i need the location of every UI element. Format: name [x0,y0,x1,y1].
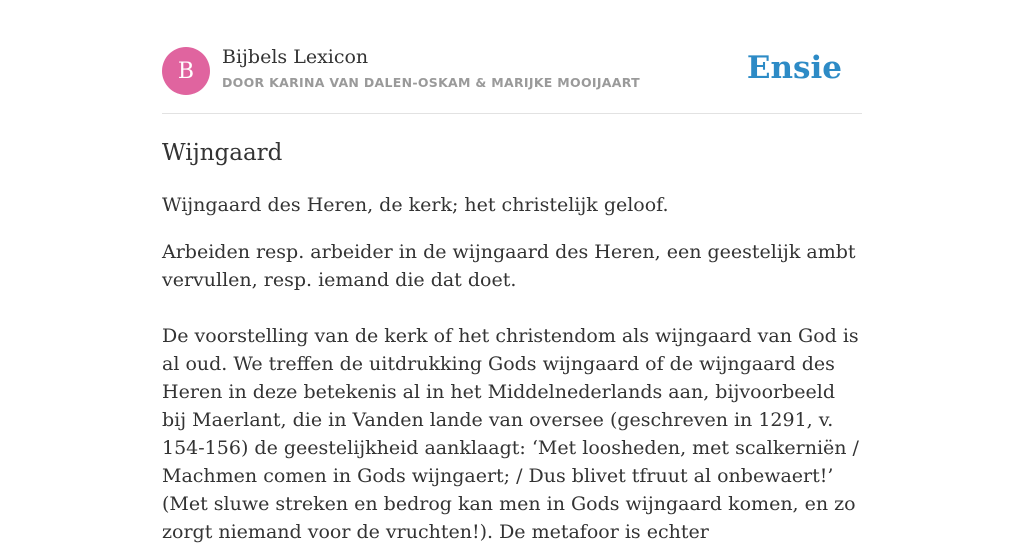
paragraph-explanation: De voorstelling van de kerk of het christendom als wijngaard van God is al oud. We treffen de uitdrukking Gods wijngaard of de wijngaard des Heren in deze betekenis al in het Middelnederlands aan, bijvoorbeeld bij Maerlant, die in Vanden lande van oversee (geschreven in 1291, v. 154-156) de geestelijkheid aanklaagt: ‘Met loosheden, met scalkerniën / Machmen comen in Gods wijngaert; / Dus blivet tfruut al onbewaert!’ (Met sluwe streken en bedrog kan men in Gods wijngaard komen, en zo zorgt niemand voor de vruchten!). De metafoor is echter [162,325,859,543]
book-authors: DOOR KARINA VAN DALEN-OSKAM & MARIJKE MOOIJAART [222,75,640,90]
book-title-link[interactable]: Bijbels Lexicon [222,46,369,68]
paragraph-definition-2: Arbeiden resp. arbeider in de wijngaard des Heren, een geestelijk ambt vervullen, resp. iemand die dat doet. [162,241,856,291]
ensie-logo[interactable]: Ensie [746,50,842,86]
book-header [162,46,862,96]
entry-title: Wijngaard [162,140,283,166]
book-avatar[interactable]: B [162,47,210,95]
header-divider [162,113,862,114]
paragraph-definition: Wijngaard des Heren, de kerk; het christelijk geloof. [162,194,669,216]
article [162,137,862,546]
